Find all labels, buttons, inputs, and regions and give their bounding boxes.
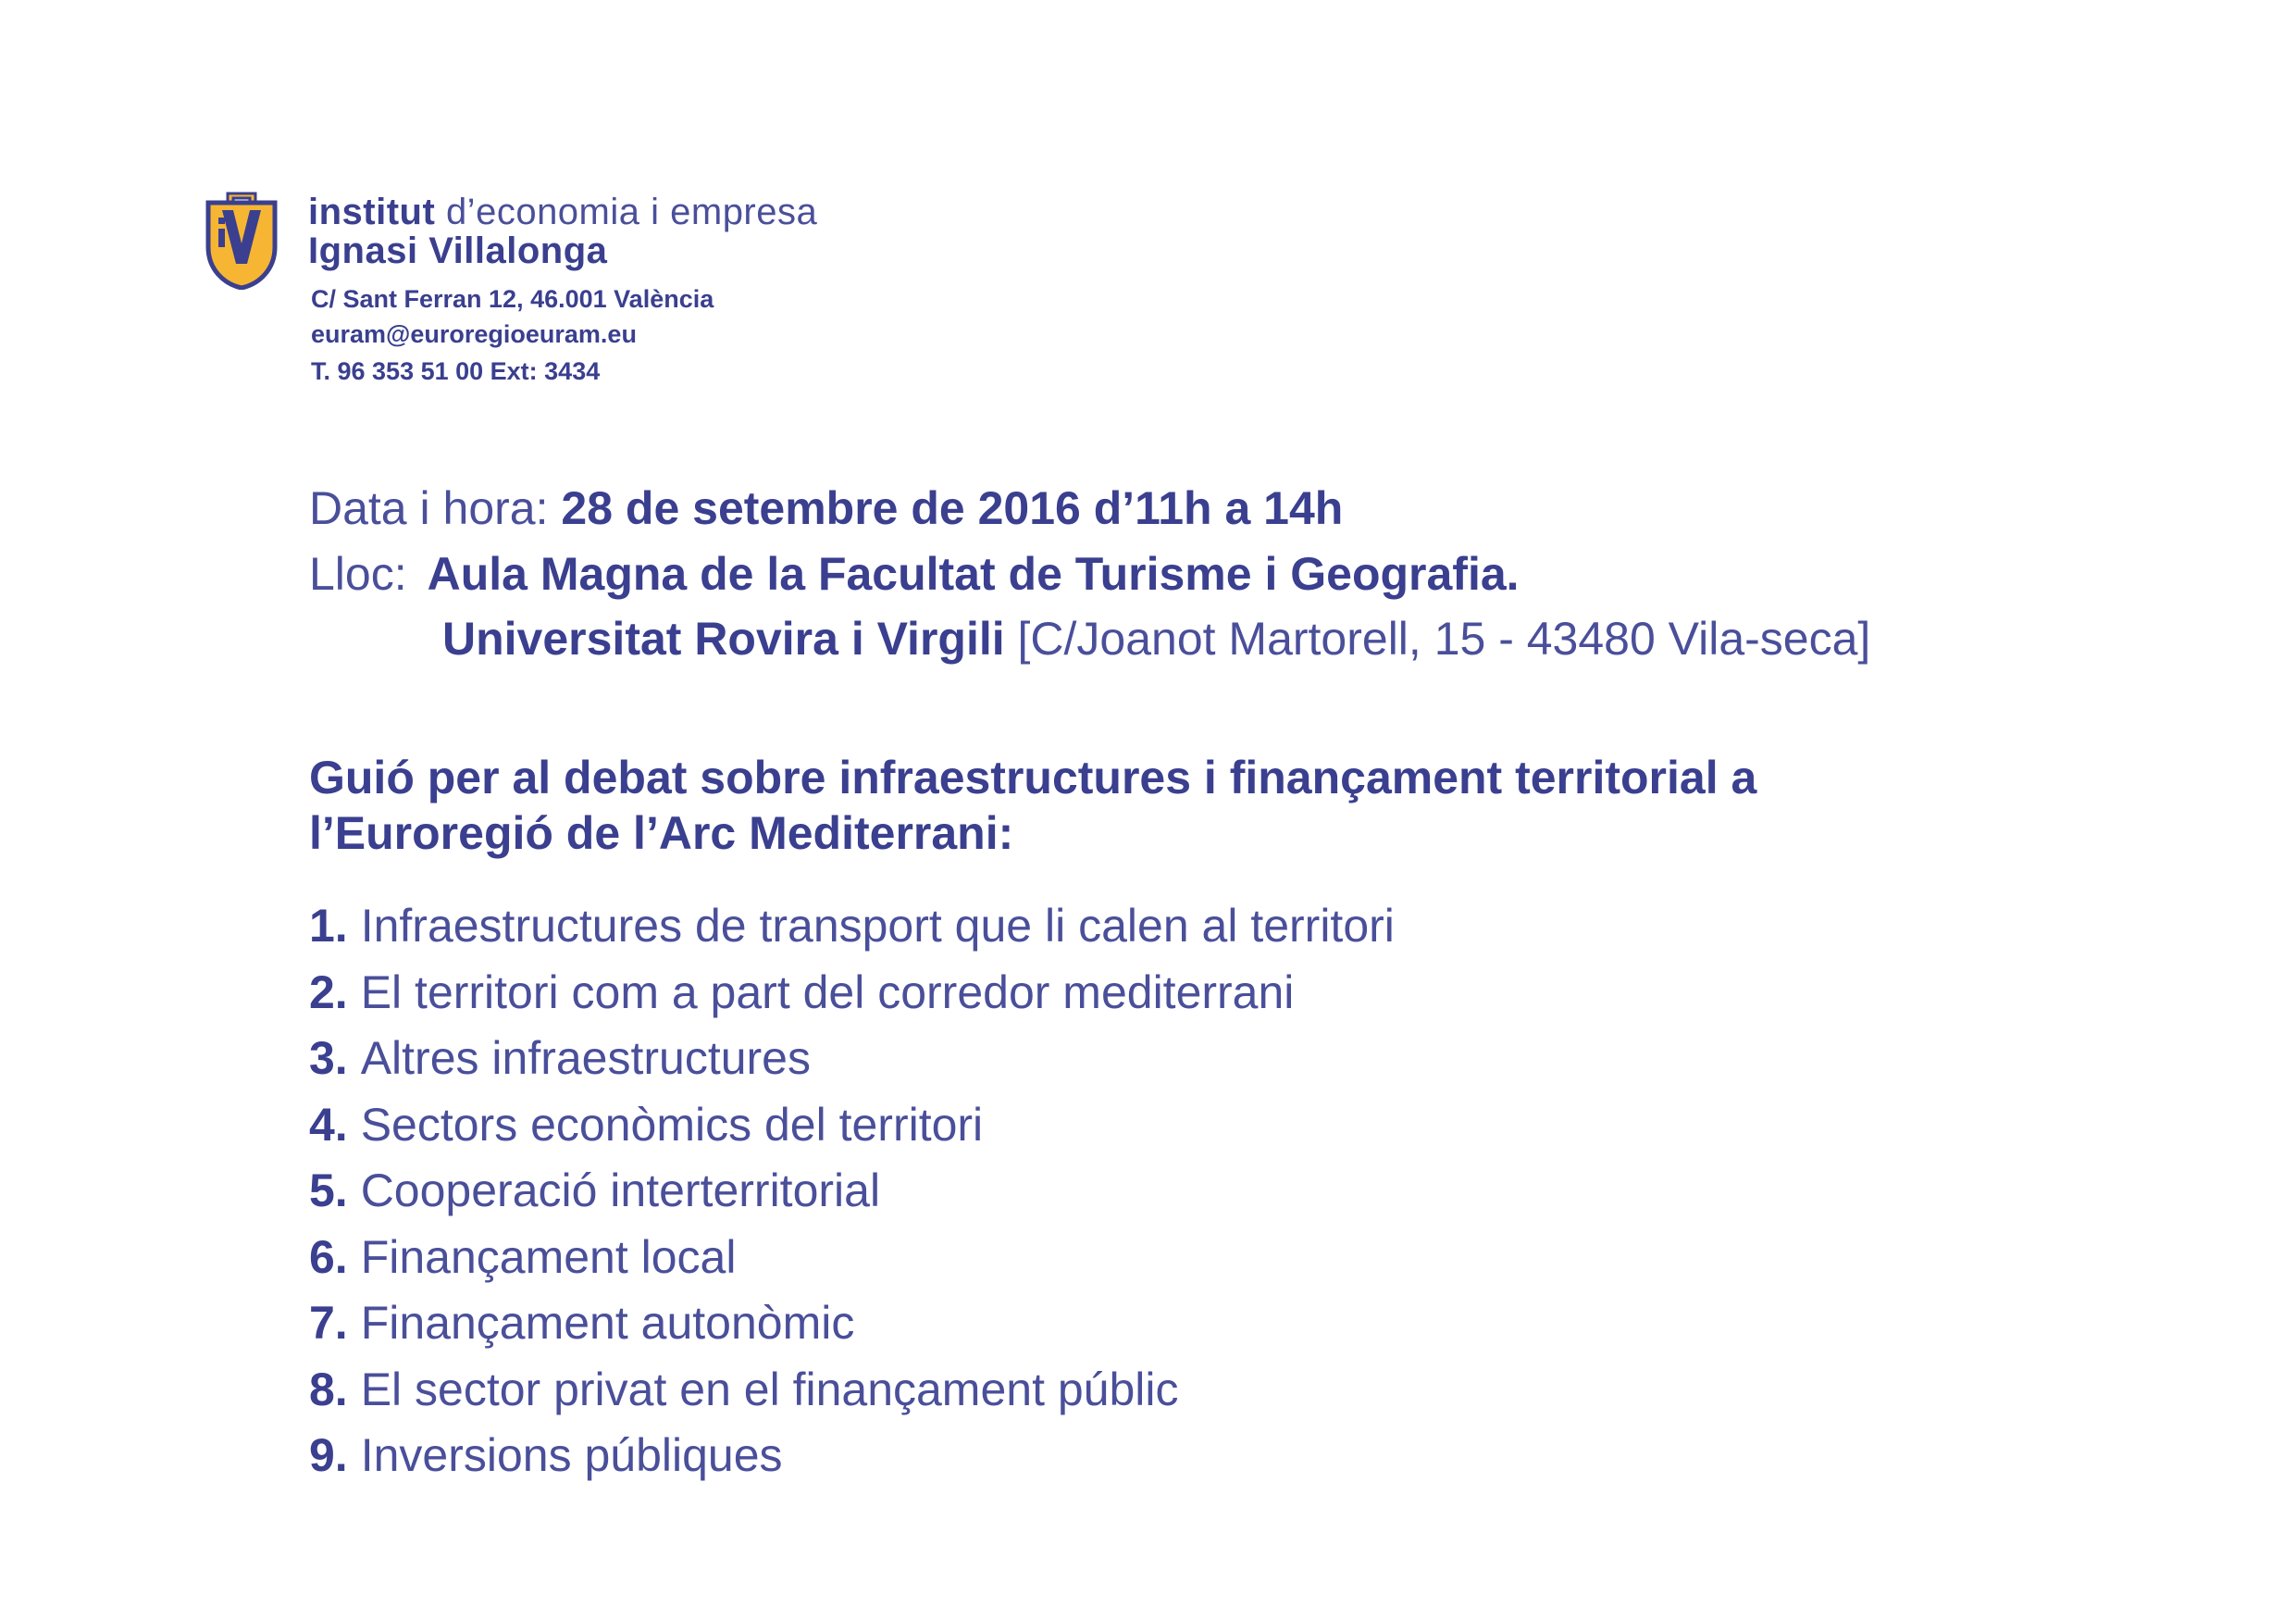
guide-item-list xyxy=(309,893,1395,1489)
place-university: Universitat Rovira i Virgili xyxy=(442,613,1005,665)
list-item xyxy=(309,1026,1395,1092)
list-item xyxy=(309,1423,1395,1489)
item-text: Cooperació interterritorial xyxy=(360,1164,881,1216)
event-address-line xyxy=(442,611,1870,666)
list-item xyxy=(309,1225,1395,1291)
institute-word: institut xyxy=(308,192,436,232)
place-value: Aula Magna de la Facultat de Turisme i Geografia. xyxy=(427,548,1520,600)
event-date-line xyxy=(309,480,1343,536)
item-number: 6. xyxy=(309,1230,348,1283)
guide-title-line2: l’Euroregió de l’Arc Mediterrani: xyxy=(309,807,1014,859)
item-text: Sectors econòmics del territori xyxy=(360,1098,984,1151)
item-number: 5. xyxy=(309,1164,348,1216)
item-number: 2. xyxy=(309,965,348,1018)
item-text: El territori com a part del corredor mediterrani xyxy=(360,965,1295,1018)
date-label: Data i hora: xyxy=(309,482,549,534)
item-number: 8. xyxy=(309,1363,348,1415)
date-value: 28 de setembre de 2016 d’11h a 14h xyxy=(561,482,1344,534)
place-label: Lloc: xyxy=(309,548,407,600)
institute-logo-icon xyxy=(205,190,278,290)
item-number: 7. xyxy=(309,1297,348,1349)
place-address: [C/Joanot Martorell, 15 - 43480 Vila-seca] xyxy=(1017,613,1871,665)
institute-name-line2: Ignasi Villalonga xyxy=(308,230,608,271)
list-item xyxy=(309,960,1395,1027)
item-number: 4. xyxy=(309,1098,348,1151)
list-item xyxy=(309,893,1395,960)
institute-name-line1 xyxy=(308,190,817,234)
institute-phone: T. 96 353 51 00 Ext: 3434 xyxy=(311,357,601,385)
item-text: Inversions públiques xyxy=(360,1429,783,1481)
guide-title-line1: Guió per al debat sobre infraestructures i finançament territorial a xyxy=(309,752,1757,803)
list-item xyxy=(309,1290,1395,1357)
item-number: 1. xyxy=(309,900,348,952)
institute-subtitle: d’economia i empresa xyxy=(445,192,818,232)
institute-address: C/ Sant Ferran 12, 46.001 València xyxy=(311,285,714,313)
item-number: 9. xyxy=(309,1429,348,1481)
list-item xyxy=(309,1158,1395,1225)
institute-email: euram@euroregioeuram.eu xyxy=(311,320,637,348)
item-text: Infraestructures de transport que li calen al territori xyxy=(360,900,1395,952)
list-item xyxy=(309,1357,1395,1424)
item-number: 3. xyxy=(309,1032,348,1084)
item-text: El sector privat en el finançament públic xyxy=(360,1363,1179,1415)
item-text: Finançament local xyxy=(360,1230,737,1283)
list-item xyxy=(309,1092,1395,1159)
item-text: Altres infraestructures xyxy=(360,1032,811,1084)
event-place-line xyxy=(309,546,1520,602)
guide-title xyxy=(309,750,2067,861)
item-text: Finançament autonòmic xyxy=(360,1297,855,1349)
